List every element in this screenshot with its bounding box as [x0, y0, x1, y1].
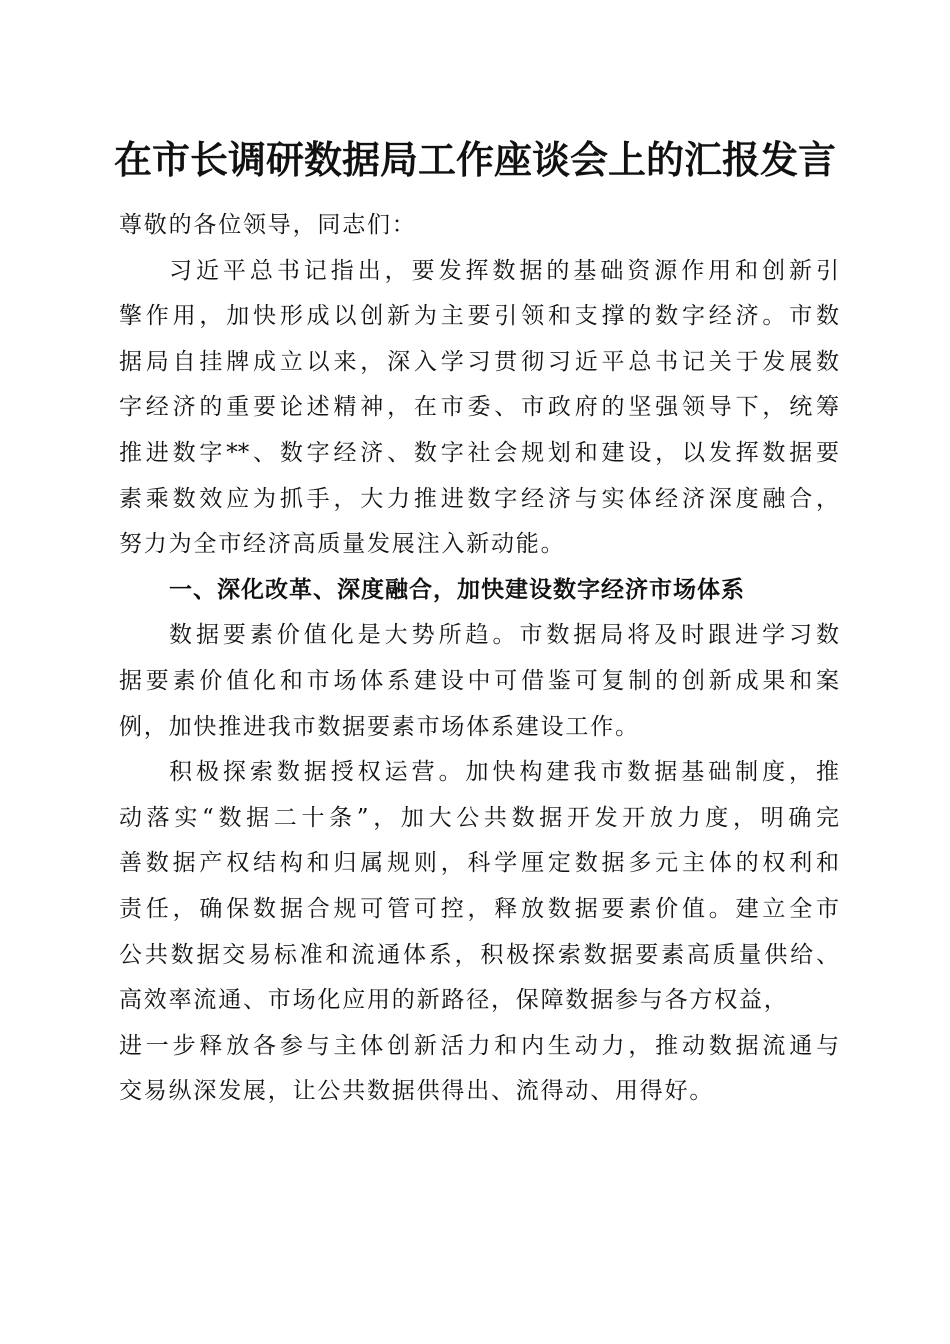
text-line: 例，加快推进我市数据要素市场体系建设工作。 — [119, 713, 640, 740]
text-line: 努力为全市经济高质量发展注入新动能。 — [119, 531, 566, 558]
text-line: 责任，确保数据合规可管可控，释放数据要素价值。建立全市 — [119, 895, 839, 922]
text-line: 动落实“数据二十条”，加大公共数据开发开放力度，明确完 — [119, 804, 839, 831]
salutation: 尊敬的各位领导，同志们： — [119, 212, 417, 238]
paragraph-intro — [119, 249, 839, 568]
text-line: 据局自挂牌成立以来，深入学习贯彻习近平总书记关于发展数 — [119, 348, 839, 375]
paragraph-data-value — [119, 613, 839, 750]
document-title: 在市长调研数据局工作座谈会上的汇报发言 — [113, 137, 836, 182]
text-line: 进一步释放各参与主体创新活力和内生动力，推动数据流通与 — [119, 1032, 839, 1059]
section-heading: 一、深化改革、深度融合，加快建设数字经济市场体系 — [169, 576, 745, 603]
text-line: 善数据产权结构和归属规则，科学厘定数据多元主体的权利和 — [119, 850, 839, 877]
text-line: 积极探索数据授权运营。加快构建我市数据基础制度，推 — [169, 759, 839, 786]
text-line: 高效率流通、市场化应用的新路径，保障数据参与各方权益， — [119, 987, 789, 1014]
text-line: 素乘数效应为抓手，大力推进数字经济与实体经济深度融合， — [119, 485, 839, 512]
text-line: 据要素价值化和市场体系建设中可借鉴可复制的创新成果和案 — [119, 667, 839, 694]
text-line: 公共数据交易标准和流通体系，积极探索数据要素高质量供给、 — [119, 941, 839, 968]
document-body — [119, 203, 839, 1115]
text-line: 擎作用，加快形成以创新为主要引领和支撑的数字经济。市数 — [119, 303, 839, 330]
paragraph-authorized-operation — [119, 750, 839, 1115]
text-line: 习近平总书记指出，要发挥数据的基础资源作用和创新引 — [169, 257, 839, 284]
text-line: 推进数字**、数字经济、数字社会规划和建设，以发挥数据要 — [119, 439, 839, 466]
text-line: 字经济的重要论述精神，在市委、市政府的坚强领导下，统筹 — [119, 394, 839, 421]
text-line: 数据要素价值化是大势所趋。市数据局将及时跟进学习数 — [169, 622, 839, 649]
text-line: 交易纵深发展，让公共数据供得出、流得动、用得好。 — [119, 1078, 715, 1105]
